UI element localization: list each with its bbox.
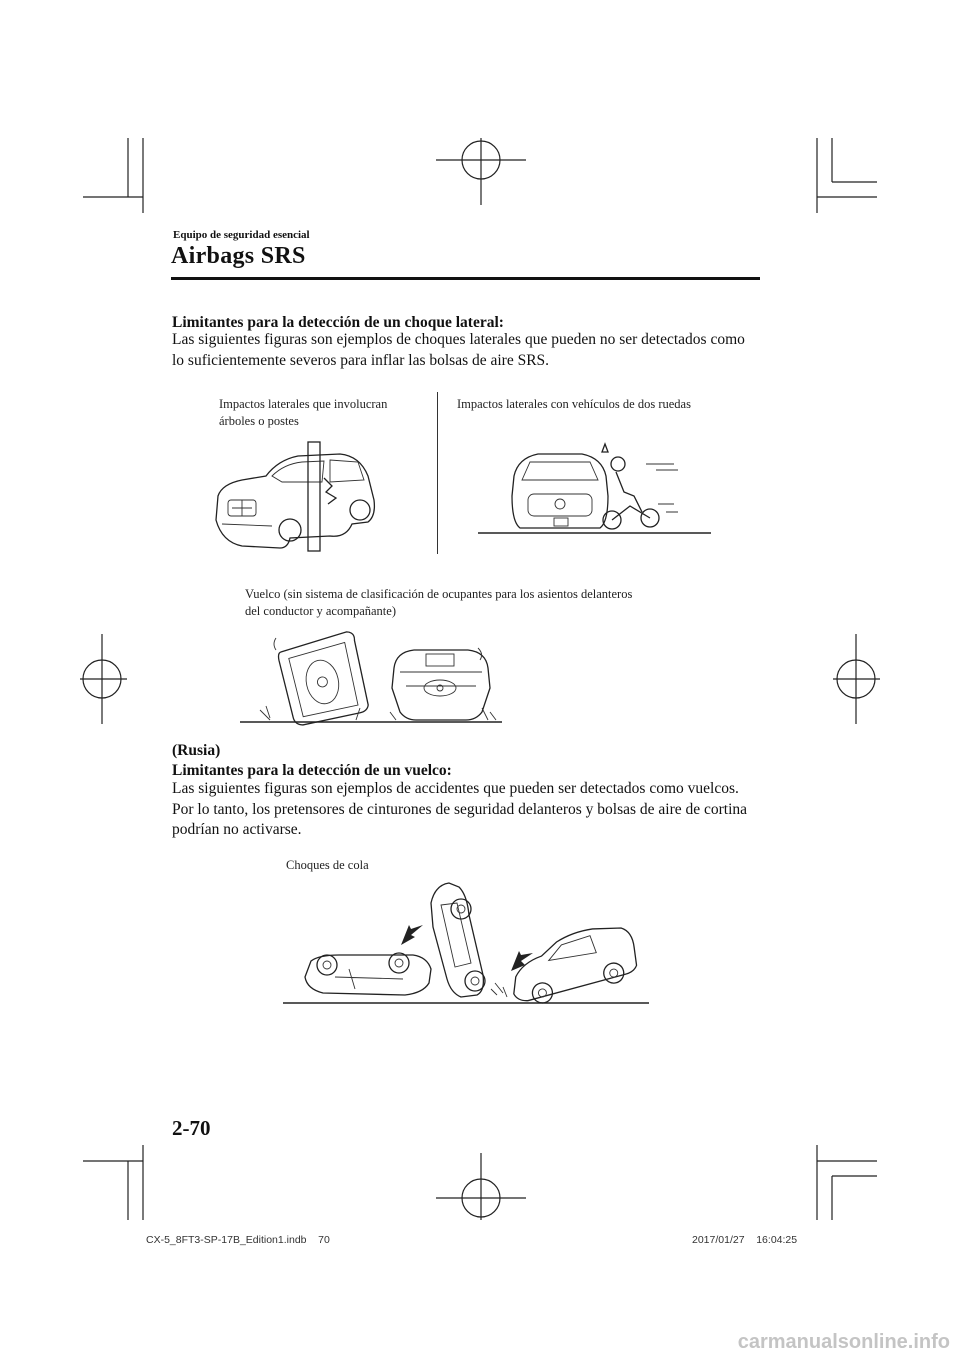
caption-line: Impactos laterales que involucran <box>219 397 388 411</box>
section-title: Airbags SRS <box>171 243 306 269</box>
footer-timestamp: 2017/01/27 16:04:25 <box>692 1234 798 1246</box>
caption-two-wheel: Impactos laterales con vehículos de dos ruedas <box>457 397 691 411</box>
caption-rollover <box>245 586 632 620</box>
rollover-illustration <box>240 628 502 726</box>
footer-file: CX-5_8FT3-SP-17B_Edition1.indb 70 <box>146 1234 330 1246</box>
caption-line: Vuelco (sin sistema de clasificación de ocupantes para los asientos delanteros <box>245 587 633 601</box>
caption-line: árboles o postes <box>219 414 299 428</box>
caption-line: del conductor y acompañante) <box>245 604 396 618</box>
body-line: Las siguientes figuras son ejemplos de choques laterales que pueden no ser detectados como <box>172 331 745 348</box>
rear-collision-illustration <box>283 875 649 1010</box>
watermark: carmanualsonline.info <box>737 1331 950 1353</box>
side-impact-body <box>172 330 745 371</box>
page-number: 2-70 <box>172 1116 211 1140</box>
region-label: (Rusia) <box>172 742 221 759</box>
title-rule <box>171 277 760 280</box>
figure-divider <box>437 392 438 554</box>
caption-poles <box>219 396 387 430</box>
caption-rear-collision: Choques de cola <box>286 858 369 872</box>
section-kicker: Equipo de seguridad esencial <box>173 229 310 241</box>
motorcycle-impact-illustration <box>478 440 713 538</box>
body-line: podrían no activarse. <box>172 821 302 838</box>
side-impact-heading: Limitantes para la detección de un choque lateral: <box>172 314 504 331</box>
rollover-body <box>172 779 747 841</box>
pole-impact-illustration <box>212 438 382 553</box>
body-line: Por lo tanto, los pretensores de cinturones de seguridad delanteros y bolsas de aire de cortina <box>172 800 748 818</box>
body-line: lo suficientemente severos para inflar las bolsas de aire SRS. <box>172 351 550 369</box>
body-line: Las siguientes figuras son ejemplos de accidentes que pueden ser detectados como vuelcos. <box>172 780 739 797</box>
rollover-heading: Limitantes para la detección de un vuelco: <box>172 762 452 779</box>
